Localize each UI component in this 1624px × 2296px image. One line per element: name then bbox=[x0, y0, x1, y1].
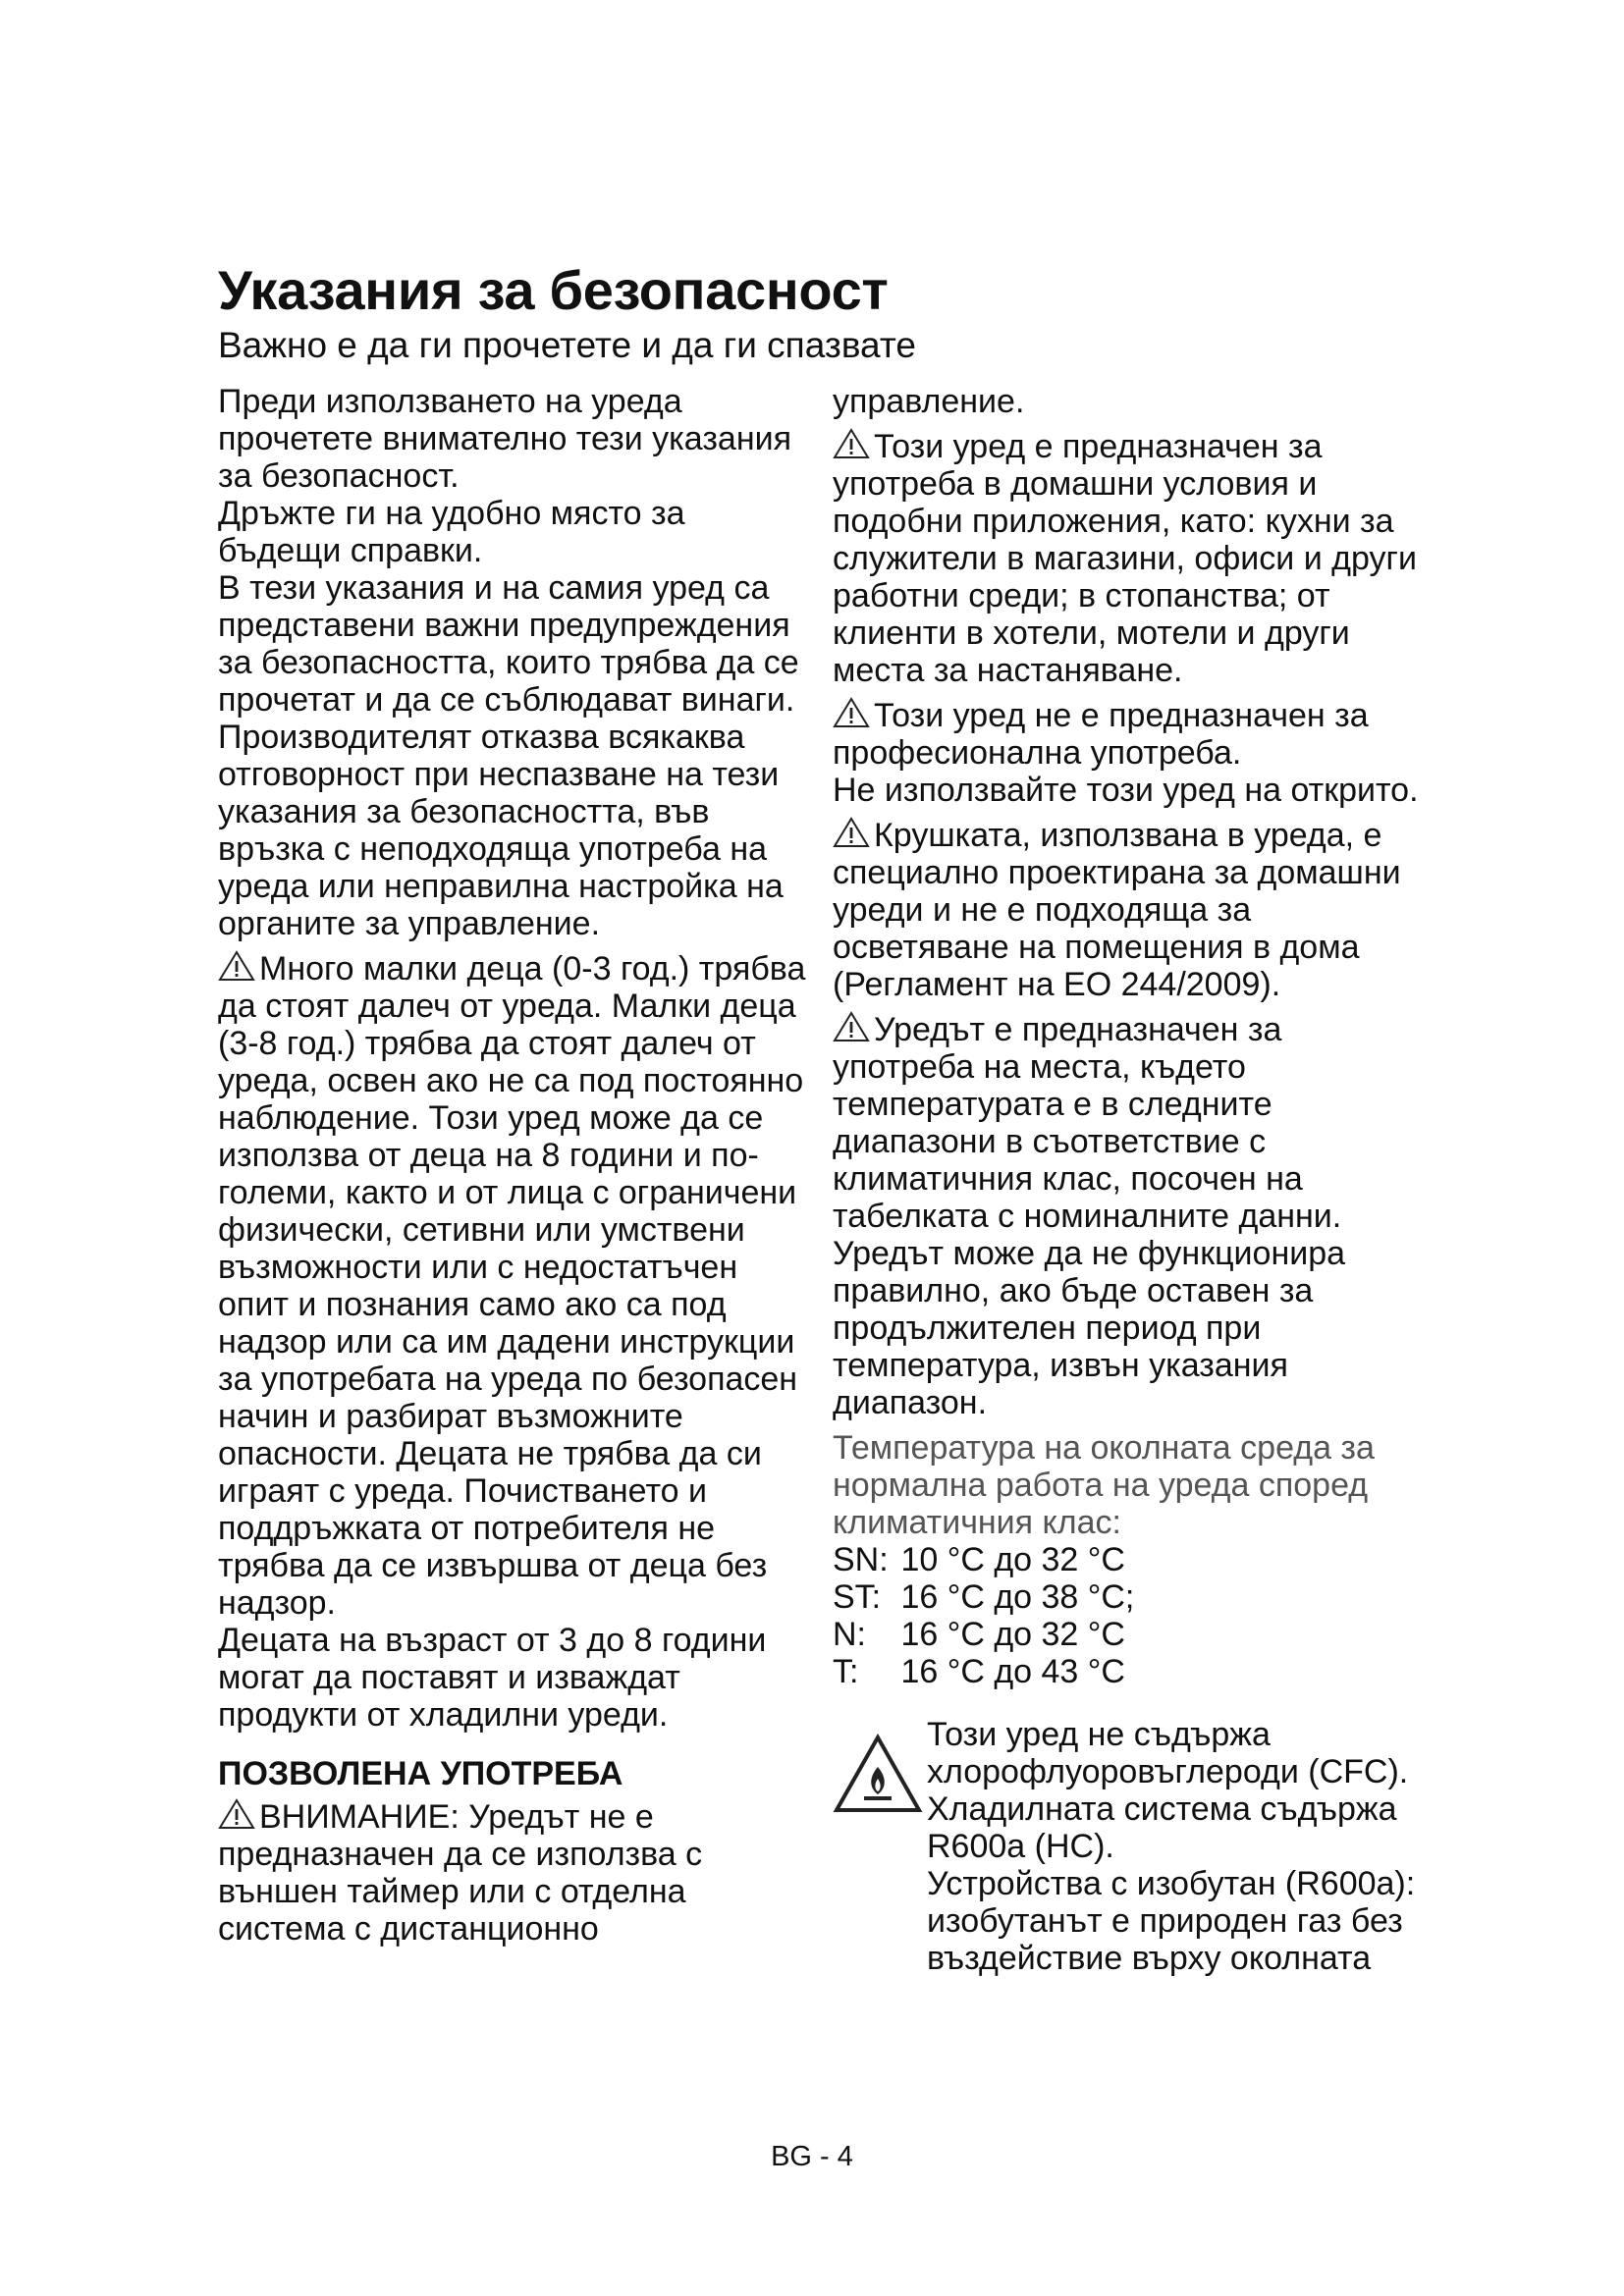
climate-intro-paragraph: Температура на околната среда за нормална работа на уреда според климатичния клас: bbox=[833, 1429, 1375, 1541]
warning-icon bbox=[833, 697, 870, 728]
household-use-paragraph bbox=[833, 428, 1422, 689]
cfc-paragraph: Този уред не съдържа хлорофлуоровъглероди (CFC). bbox=[927, 1716, 1409, 1790]
climate-class-code: SN: bbox=[833, 1541, 889, 1578]
professional-use-text: Този уред не е предназначен за професионална употреба. bbox=[833, 697, 1369, 772]
flammable-notice bbox=[833, 1716, 1422, 1977]
climate-class-code: T: bbox=[833, 1653, 859, 1690]
children-warning-paragraph bbox=[218, 950, 817, 1622]
left-column bbox=[218, 383, 817, 1948]
outdoor-use-paragraph: Не използвайте този уред на открито. bbox=[833, 772, 1419, 809]
warnings-paragraph: В тези указания и на самия уред са представени важни предупреждения за безопасността, които трябва да се прочетат и да се съблюдават винаги. Производителят отказва всякаква отговорност при неспазване на тези указания за безопасността, във връзка с неподходяща употреба на уреда или неправилна настройка на органите за управление. bbox=[218, 569, 799, 942]
refrigerant-paragraph: Хладилната система съдържа R600a (HC). bbox=[927, 1790, 1397, 1865]
professional-use-paragraph bbox=[833, 697, 1422, 772]
children-warning-text: Много малки деца (0-3 год.) трябва да стоят далеч от уреда. Малки деца (3-8 год.) трябва да стоят далеч от уреда, освен ако не са под постоянно наблюдение. Този уред може да се използва от деца на 8 години и по-големи, както и от лица с ограничени физически, сетивни или умствени възможности или с недостатъчен опит и познания само ако са под надзор или са им дадени инструкции за употребата на уреда по безопасен начин и разбират възможните опасности. Децата не трябва да си играят с уреда. Почистването и поддръжката от потребителя не трябва да се извършва от деца без надзор. bbox=[218, 950, 806, 1622]
timer-warning-text: ВНИМАНИЕ: Уредът не е предназначен да се използва с външен таймер или с отделна система с дистанционно bbox=[218, 1798, 703, 1948]
climate-class-range: 10 °C до 32 °C bbox=[900, 1541, 1125, 1578]
climate-class-list bbox=[833, 1541, 1422, 1690]
climate-class-row bbox=[833, 1541, 1422, 1578]
section-heading: ПОЗВОЛЕНА УПОТРЕБА bbox=[218, 1755, 623, 1792]
isobutane-paragraph: Устройства с изобутан (R600a): изобутанът е природен газ без въздействие върху околната bbox=[927, 1865, 1416, 1977]
climate-class-code: ST: bbox=[833, 1578, 882, 1616]
climate-class-code: N: bbox=[833, 1616, 866, 1653]
children-loading-paragraph: Децата на възраст от 3 до 8 години могат да поставят и изваждат продукти от хладилни уреди. bbox=[218, 1622, 767, 1734]
warning-icon bbox=[833, 817, 870, 848]
climate-class-range: 16 °C до 38 °C; bbox=[900, 1578, 1135, 1616]
intro-paragraph: Преди използването на уреда прочетете внимателно тези указания за безопасност. bbox=[218, 383, 792, 495]
page-number: BG - 4 bbox=[771, 2141, 853, 2172]
keep-paragraph: Дръжте ги на удобно място за бъдещи справки. bbox=[218, 495, 685, 569]
climate-class-range: 16 °C до 43 °C bbox=[900, 1653, 1125, 1690]
warning-icon bbox=[833, 1011, 870, 1042]
warning-icon bbox=[218, 950, 255, 982]
bulb-paragraph bbox=[833, 817, 1422, 1003]
timer-warning-paragraph bbox=[218, 1798, 817, 1948]
continuation-paragraph: управление. bbox=[833, 383, 1025, 420]
flammable-warning-icon bbox=[833, 1734, 923, 1814]
page-subtitle: Важно е да ги прочетете и да ги спазвате bbox=[218, 325, 916, 365]
bulb-text: Крушката, използвана в уреда, е специално проектирана за домашни уреди и не е подходяща за осветяване на помещения в дома (Регламент на ЕО 244/2009). bbox=[833, 817, 1401, 1003]
climate-class-row bbox=[833, 1578, 1422, 1616]
warning-icon bbox=[833, 428, 870, 459]
household-use-text: Този уред е предназначен за употреба в домашни условия и подобни приложения, като: кухни за служители в магазини, офиси и други работни среди; в стопанства; от клиенти в хотели, мотели и други места за настаняване. bbox=[833, 428, 1417, 689]
climate-class-row bbox=[833, 1616, 1422, 1653]
right-column bbox=[833, 383, 1422, 1977]
page-title: Указания за безопасност bbox=[218, 259, 889, 321]
climate-class-text: Уредът е предназначен за употреба на места, където температурата е в следните диапазони в съответствие с климатичния клас, посочен на табелката с номиналните данни. Уредът може да не функционира правилно, ако бъде оставен за продължителен период при температура, извън указания диапазон. bbox=[833, 1011, 1346, 1421]
climate-class-range: 16 °C до 32 °C bbox=[900, 1616, 1125, 1653]
warning-icon bbox=[218, 1798, 255, 1830]
climate-class-paragraph bbox=[833, 1011, 1422, 1421]
climate-class-row bbox=[833, 1653, 1422, 1690]
